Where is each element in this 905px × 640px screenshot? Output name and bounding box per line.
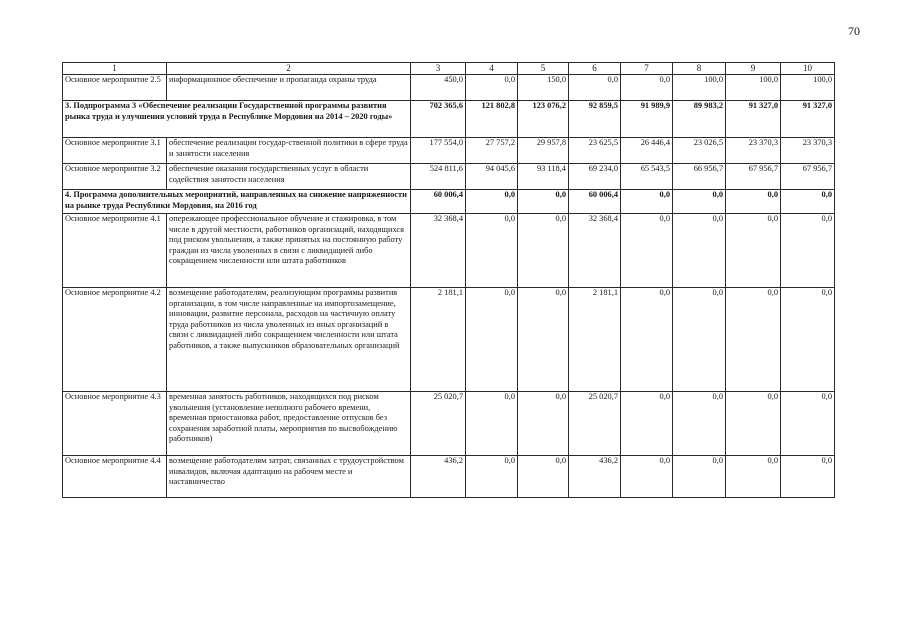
value-cell-col-5: 0,0 bbox=[518, 214, 569, 288]
table-row bbox=[63, 164, 835, 190]
value-cell-col-10: 23 370,3 bbox=[781, 138, 835, 164]
column-header-6: 6 bbox=[569, 63, 621, 75]
value-cell-col-10: 0,0 bbox=[781, 456, 835, 498]
value-cell-col-6: 92 859,5 bbox=[569, 101, 621, 138]
value-cell-col-7: 0,0 bbox=[621, 214, 673, 288]
budget-table bbox=[62, 62, 835, 498]
value-cell-col-7: 0,0 bbox=[621, 392, 673, 456]
value-cell-col-5: 93 118,4 bbox=[518, 164, 569, 190]
value-cell-col-9: 67 956,7 bbox=[726, 164, 781, 190]
value-cell-col-3: 2 181,1 bbox=[411, 288, 466, 392]
value-cell-col-8: 100,0 bbox=[673, 75, 726, 101]
column-header-9: 9 bbox=[726, 63, 781, 75]
table-row bbox=[63, 392, 835, 456]
value-cell-col-6: 23 625,5 bbox=[569, 138, 621, 164]
activity-description: обеспечение реализации государ-ственной политики в сфере труда и занятости населения bbox=[167, 138, 411, 164]
value-cell-col-7: 0,0 bbox=[621, 288, 673, 392]
column-header-8: 8 bbox=[673, 63, 726, 75]
activity-label: Основное мероприятие 4.2 bbox=[63, 288, 167, 392]
value-cell-col-10: 91 327,0 bbox=[781, 101, 835, 138]
value-cell-col-6: 25 020,7 bbox=[569, 392, 621, 456]
value-cell-col-6: 0,0 bbox=[569, 75, 621, 101]
column-header-7: 7 bbox=[621, 63, 673, 75]
table-row bbox=[63, 288, 835, 392]
value-cell-col-3: 524 811,6 bbox=[411, 164, 466, 190]
value-cell-col-8: 0,0 bbox=[673, 456, 726, 498]
column-header-3: 3 bbox=[411, 63, 466, 75]
column-header-1: 1 bbox=[63, 63, 167, 75]
value-cell-col-5: 0,0 bbox=[518, 190, 569, 214]
column-header-5: 5 bbox=[518, 63, 569, 75]
value-cell-col-10: 0,0 bbox=[781, 214, 835, 288]
value-cell-col-4: 0,0 bbox=[466, 75, 518, 101]
activity-label: Основное мероприятие 2.5 bbox=[63, 75, 167, 101]
value-cell-col-6: 69 234,0 bbox=[569, 164, 621, 190]
table-header bbox=[63, 63, 835, 75]
activity-description: информационное обеспечение и пропаганда охраны труда bbox=[167, 75, 411, 101]
value-cell-col-9: 0,0 bbox=[726, 456, 781, 498]
activity-label: Основное мероприятие 4.4 bbox=[63, 456, 167, 498]
activity-description: временная занятость работников, находящихся под риском увольнения (установление неполного рабочего времени, временная приостановка работ, предоставление отпусков без сохранения заработной платы, мероприятия по высвобождению работников) bbox=[167, 392, 411, 456]
value-cell-col-4: 0,0 bbox=[466, 190, 518, 214]
value-cell-col-5: 0,0 bbox=[518, 392, 569, 456]
value-cell-col-9: 0,0 bbox=[726, 288, 781, 392]
value-cell-col-3: 702 365,6 bbox=[411, 101, 466, 138]
activity-description: опережающее профессиональное обучение и стажировка, в том числе в другой местности, работников организаций, находящихся под риском увольнения, а также принятых на постоянную работу граждан из числа уволенных в связи с ликвидацией либо сокращением численности или штата работников bbox=[167, 214, 411, 288]
value-cell-col-3: 450,0 bbox=[411, 75, 466, 101]
value-cell-col-7: 91 989,9 bbox=[621, 101, 673, 138]
value-cell-col-8: 66 956,7 bbox=[673, 164, 726, 190]
value-cell-col-4: 0,0 bbox=[466, 288, 518, 392]
activity-label: Основное мероприятие 3.2 bbox=[63, 164, 167, 190]
value-cell-col-5: 150,0 bbox=[518, 75, 569, 101]
value-cell-col-3: 60 006,4 bbox=[411, 190, 466, 214]
value-cell-col-7: 0,0 bbox=[621, 190, 673, 214]
header-row bbox=[63, 63, 835, 75]
value-cell-col-9: 0,0 bbox=[726, 214, 781, 288]
value-cell-col-7: 0,0 bbox=[621, 75, 673, 101]
value-cell-col-8: 0,0 bbox=[673, 288, 726, 392]
column-header-4: 4 bbox=[466, 63, 518, 75]
value-cell-col-6: 32 368,4 bbox=[569, 214, 621, 288]
section-row bbox=[63, 101, 835, 138]
activity-label: Основное мероприятие 4.3 bbox=[63, 392, 167, 456]
activity-description: обеспечение оказания государственных услуг в области содействия занятости населения bbox=[167, 164, 411, 190]
activity-description: возмещение работодателям, реализующим программы развития организации, в том числе направленные на импортозамещение, инновации, развитие персонала, расходов на частичную оплату труда работников из числа уволенных из иных организаций в связи с ликвидацией либо сокращением численности или штата работников, а также выпускников образовательных организаций bbox=[167, 288, 411, 392]
table-row bbox=[63, 456, 835, 498]
value-cell-col-7: 65 543,5 bbox=[621, 164, 673, 190]
value-cell-col-5: 123 076,2 bbox=[518, 101, 569, 138]
table-body bbox=[63, 75, 835, 498]
activity-label: Основное мероприятие 4.1 bbox=[63, 214, 167, 288]
value-cell-col-8: 0,0 bbox=[673, 214, 726, 288]
activity-description: возмещение работодателям затрат, связанных с трудоустройством инвалидов, включая адаптацию на рабочем месте и наставничество bbox=[167, 456, 411, 498]
value-cell-col-9: 0,0 bbox=[726, 190, 781, 214]
value-cell-col-9: 0,0 bbox=[726, 392, 781, 456]
value-cell-col-7: 0,0 bbox=[621, 456, 673, 498]
value-cell-col-7: 26 446,4 bbox=[621, 138, 673, 164]
value-cell-col-3: 436,2 bbox=[411, 456, 466, 498]
value-cell-col-6: 436,2 bbox=[569, 456, 621, 498]
value-cell-col-5: 29 957,8 bbox=[518, 138, 569, 164]
value-cell-col-4: 27 757,2 bbox=[466, 138, 518, 164]
value-cell-col-4: 0,0 bbox=[466, 214, 518, 288]
value-cell-col-10: 0,0 bbox=[781, 288, 835, 392]
column-header-2: 2 bbox=[167, 63, 411, 75]
value-cell-col-10: 67 956,7 bbox=[781, 164, 835, 190]
value-cell-col-5: 0,0 bbox=[518, 288, 569, 392]
value-cell-col-9: 91 327,0 bbox=[726, 101, 781, 138]
section-title: 3. Подпрограмма 3 «Обеспечение реализации Государственной программы развития рынка труда и улучшения условий труда в Республике Мордовия на 2014 – 2020 годы» bbox=[63, 101, 411, 138]
section-title: 4. Программа дополнительных мероприятий, направленных на снижение напряженности на рынке труда Республики Мордовия, на 2016 год bbox=[63, 190, 411, 214]
value-cell-col-4: 121 802,8 bbox=[466, 101, 518, 138]
value-cell-col-4: 0,0 bbox=[466, 456, 518, 498]
value-cell-col-6: 60 006,4 bbox=[569, 190, 621, 214]
value-cell-col-6: 2 181,1 bbox=[569, 288, 621, 392]
value-cell-col-8: 23 026,5 bbox=[673, 138, 726, 164]
table-row bbox=[63, 214, 835, 288]
value-cell-col-4: 94 045,6 bbox=[466, 164, 518, 190]
value-cell-col-8: 0,0 bbox=[673, 392, 726, 456]
column-header-10: 10 bbox=[781, 63, 835, 75]
activity-label: Основное мероприятие 3.1 bbox=[63, 138, 167, 164]
value-cell-col-3: 177 554,0 bbox=[411, 138, 466, 164]
page-number: 70 bbox=[848, 24, 860, 38]
value-cell-col-10: 0,0 bbox=[781, 392, 835, 456]
value-cell-col-4: 0,0 bbox=[466, 392, 518, 456]
value-cell-col-9: 23 370,3 bbox=[726, 138, 781, 164]
section-row bbox=[63, 190, 835, 214]
value-cell-col-10: 0,0 bbox=[781, 190, 835, 214]
value-cell-col-8: 0,0 bbox=[673, 190, 726, 214]
value-cell-col-8: 89 983,2 bbox=[673, 101, 726, 138]
value-cell-col-5: 0,0 bbox=[518, 456, 569, 498]
value-cell-col-10: 100,0 bbox=[781, 75, 835, 101]
value-cell-col-3: 32 368,4 bbox=[411, 214, 466, 288]
value-cell-col-3: 25 020,7 bbox=[411, 392, 466, 456]
table-row bbox=[63, 75, 835, 101]
table-row bbox=[63, 138, 835, 164]
value-cell-col-9: 100,0 bbox=[726, 75, 781, 101]
